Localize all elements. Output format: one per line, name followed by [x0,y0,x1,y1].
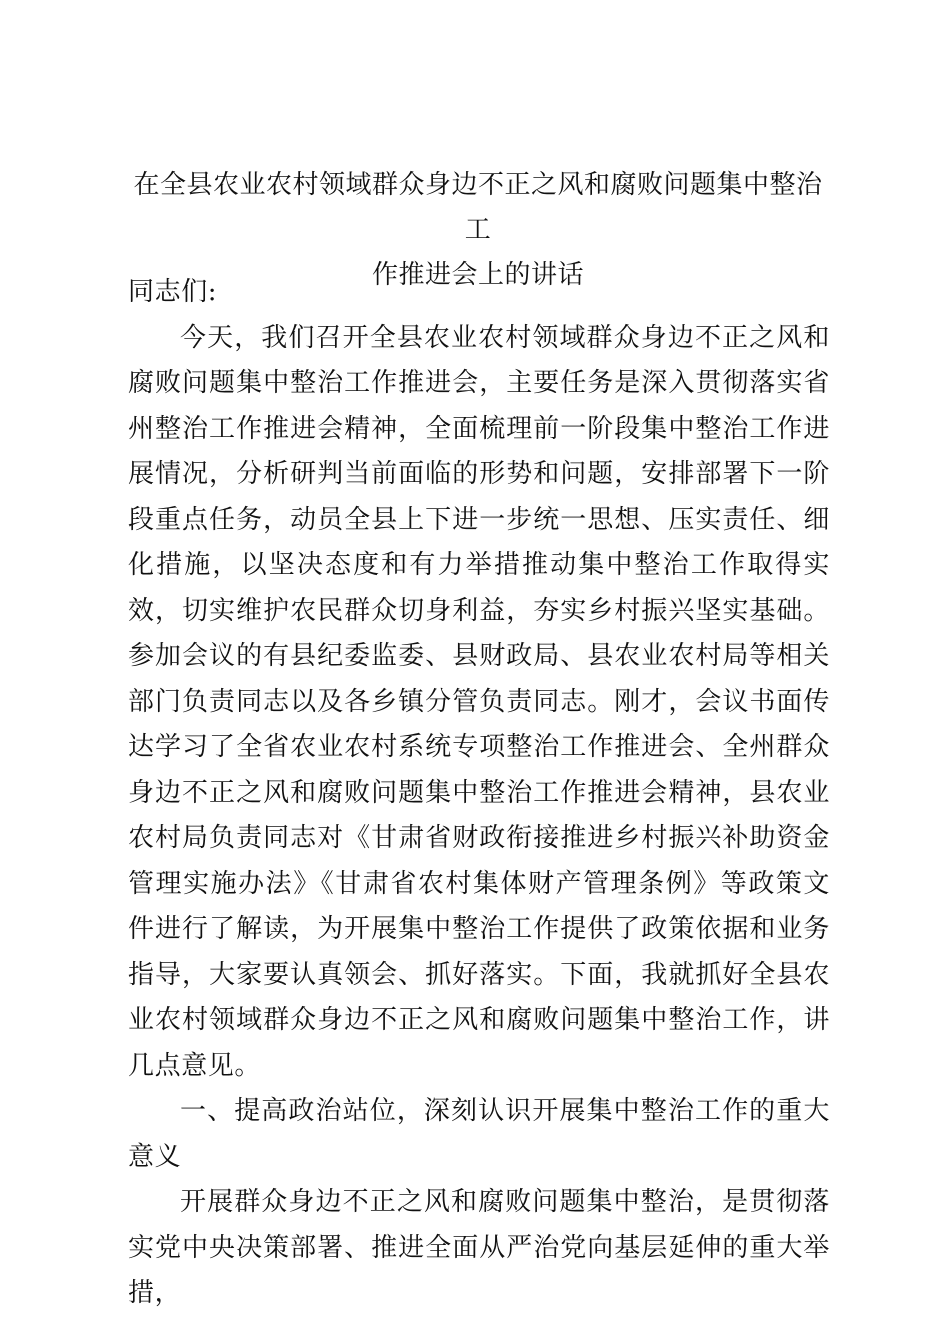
section-heading-1: 一、提高政治站位，深刻认识开展集中整治工作的重大意义 [128,1096,830,1172]
title-line-1: 在全县农业农村领域群众身边不正之风和腐败问题集中整治工 [133,170,823,245]
title-line-2: 作推进会上的讲话 [371,260,584,290]
paragraph-section-1: 开展群众身边不正之风和腐败问题集中整治，是贯彻落实党中央决策部署、推进全面从严治党向基层延伸的重大举措， [128,1187,830,1308]
paragraph-intro: 今天，我们召开全县农业农村领域群众身边不正之风和腐败问题集中整治工作推进会，主要任务是深入贯彻落实省州整治工作推进会精神，全面梳理前一阶段集中整治工作进展情况，分析研判当前面临的形势和问题，安排部署下一阶段重点任务，动员全县上下进一步统一思想、压实责任、细化措施，以坚决态度和有力举措推动集中整治工作取得实效，切实维护农民群众切身利益，夯实乡村振兴坚实基础。参加会议的有县纪委监委、县财政局、县农业农村局等相关部门负责同志以及各乡镇分管负责同志。刚才，会议书面传达学习了全省农业农村系统专项整治工作推进会、全州群众身边不正之风和腐败问题集中整治工作推进会精神，县农业农村局负责同志对《甘肃省财政衔接推进乡村振兴补助资金管理实施办法》《甘肃省农村集体财产管理条例》等政策文件进行了解读，为开展集中整治工作提供了政策依据和业务指导，大家要认真领会、抓好落实。下面，我就抓好全县农业农村领域群众身边不正之风和腐败问题集中整治工作，讲几点意见。 [128,322,830,1081]
document-body [128,270,830,1317]
salutation: 同志们: [128,277,218,307]
